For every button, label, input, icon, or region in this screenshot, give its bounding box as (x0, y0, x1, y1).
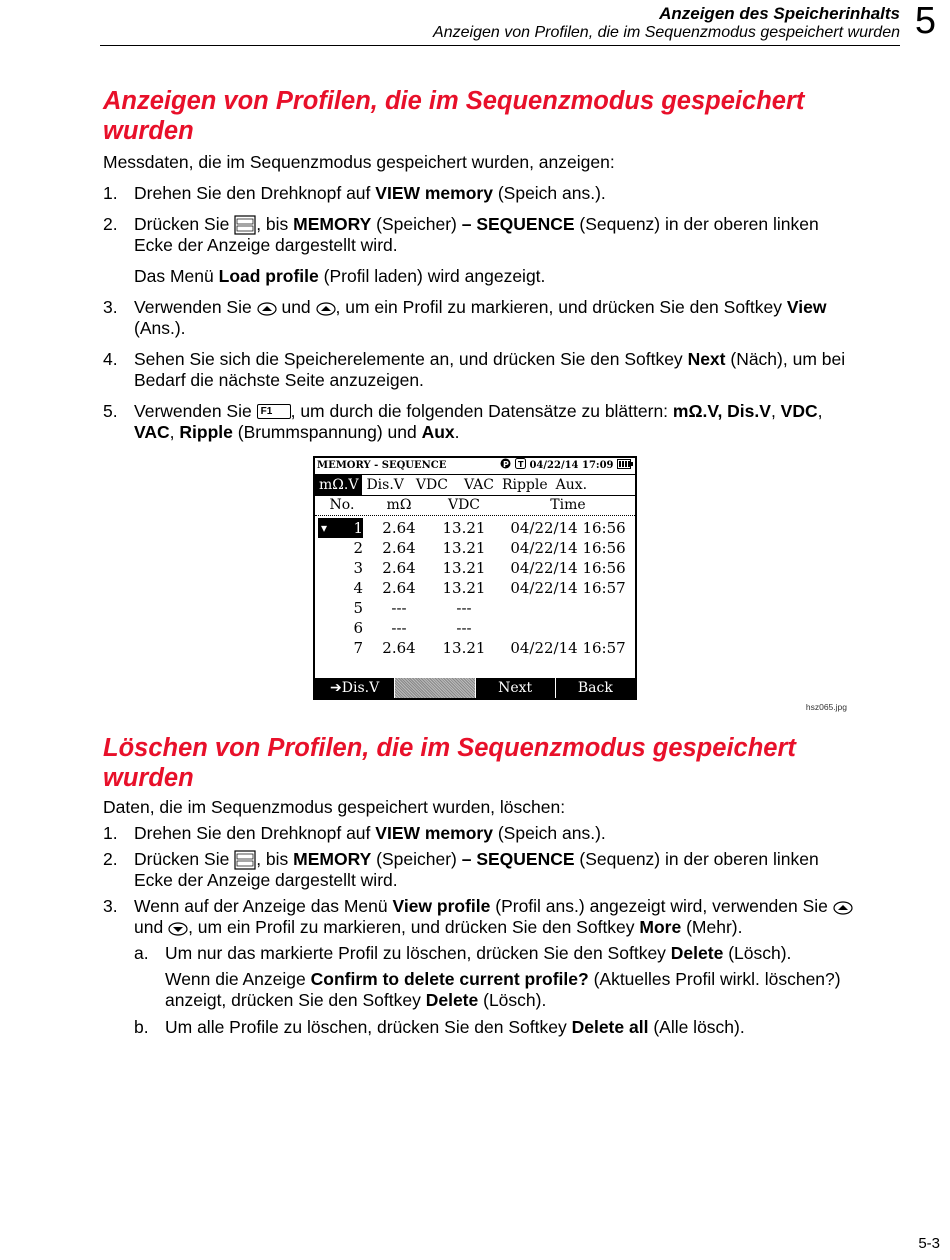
step-3 (103, 297, 853, 339)
tab-ripple[interactable]: Ripple (501, 477, 548, 493)
step-number: 4. (103, 349, 118, 370)
text: . (454, 422, 460, 443)
text: (Brummspannung) und (232, 422, 422, 443)
text-bold: VAC (134, 422, 170, 443)
row-time: 04/22/14 16:57 (510, 639, 626, 657)
text: Sehen Sie sich die Speicherelemente an, und drücken Sie den Softkey (134, 349, 688, 370)
softkey-dis-v[interactable]: ➔Dis.V (315, 678, 395, 698)
meter-sequence-button-icon (234, 215, 256, 235)
text: (Speicher) (371, 849, 462, 869)
step-number: 3. (103, 896, 118, 917)
table-row[interactable] (315, 538, 635, 558)
row-number: 6 (353, 619, 363, 637)
row-mohm: 2.64 (382, 639, 416, 657)
svg-text:P: P (503, 460, 510, 469)
p-circle-icon (500, 458, 511, 469)
row-vdc: 13.21 (442, 579, 486, 597)
section-delete-intro: Daten, die im Sequenzmodus gespeichert wurden, löschen: (103, 797, 566, 817)
text-bold: Aux (421, 422, 455, 443)
down-arrow-key-icon (168, 922, 188, 936)
selection-marker-icon: ▾ (321, 521, 328, 535)
up-arrow-key-icon (833, 901, 853, 915)
row-mohm: 2.64 (382, 579, 416, 597)
header-subsection: Anzeigen von Profilen, die im Sequenzmodus gespeichert wurden (433, 24, 900, 41)
text: (Alle lösch). (648, 1017, 745, 1038)
text: und (134, 917, 169, 938)
row-vdc: --- (456, 599, 472, 617)
text: , um ein Profil zu markieren, und drücken Sie den Softkey (188, 917, 640, 938)
text: und (276, 297, 316, 318)
table-row[interactable] (315, 638, 635, 658)
row-vdc: 13.21 (442, 559, 486, 577)
status-right (500, 458, 633, 474)
tab-aux[interactable]: Aux. (555, 477, 588, 493)
row-mohm: 2.64 (382, 539, 416, 557)
text: Wenn auf der Anzeige das Menü (134, 896, 393, 917)
text-bold: VIEW memory (375, 823, 493, 843)
row-mohm: 2.64 (382, 519, 416, 537)
text-bold: Ripple (179, 422, 233, 443)
text-bold: – SEQUENCE (461, 849, 575, 869)
text-bold: MEMORY (293, 214, 372, 234)
step-4 (103, 349, 853, 391)
text-bold: VIEW memory (375, 183, 493, 203)
text: Drehen Sie den Drehknopf auf (134, 823, 376, 843)
text-bold: Delete (425, 990, 479, 1011)
mode-label: MEMORY - SEQUENCE (317, 460, 447, 471)
text: , um ein Profil zu markieren, und drücken Sie den Softkey (335, 297, 787, 318)
substep-a-note (165, 969, 853, 1011)
text-bold: VDC (780, 401, 818, 422)
row-time: 04/22/14 16:56 (510, 519, 626, 537)
datetime: 04/22/14 17:09 (529, 460, 614, 471)
tab-mohm-v[interactable]: mΩ.V (315, 475, 362, 495)
text: (Lösch). (723, 943, 792, 964)
tab-dis-v[interactable]: Dis.V (366, 477, 404, 493)
svg-text:T: T (517, 460, 524, 469)
step-number: 1. (103, 823, 118, 843)
text: Drehen Sie den Drehknopf auf (134, 183, 376, 203)
text: (Näch), um bei Bedarf die nächste Seite anzuzeigen. (134, 349, 846, 391)
row-number: 3 (353, 559, 363, 577)
data-rows (315, 518, 635, 658)
text-bold: Load profile (218, 266, 319, 287)
f1-key-icon: F1 (257, 404, 291, 419)
step-2 (103, 214, 853, 287)
device-screen (313, 456, 637, 700)
text: Verwenden Sie (134, 297, 257, 318)
substep-letter: a. (134, 943, 149, 964)
text: Drücken Sie (134, 214, 235, 234)
step-number: 5. (103, 401, 118, 422)
text-bold: Next (687, 349, 726, 370)
image-caption: hsz065.jpg (805, 702, 847, 712)
text-bold: More (639, 917, 682, 938)
text: , (169, 422, 180, 443)
table-row[interactable] (315, 578, 635, 598)
text-bold: Delete (670, 943, 724, 964)
text: (Profil ans.) angezeigt wird, verwenden Sie (490, 896, 833, 917)
up-arrow-key-icon (257, 302, 277, 316)
battery-icon (617, 459, 633, 469)
text: (Ans.). (134, 318, 186, 339)
text: Wenn die Anzeige (165, 969, 311, 990)
step-3 (103, 896, 853, 1038)
text: , um durch die folgenden Datensätze zu blättern: (290, 401, 673, 422)
row-vdc: 13.21 (442, 519, 486, 537)
text-bold: Delete all (571, 1017, 649, 1038)
col-mohm: mΩ (386, 497, 412, 513)
meter-sequence-button-icon (234, 850, 256, 870)
step-2 (103, 849, 853, 891)
step-number: 2. (103, 214, 118, 234)
table-row[interactable] (315, 518, 635, 538)
text: Um alle Profile zu löschen, drücken Sie den Softkey (165, 1017, 572, 1038)
text: Um nur das markierte Profil zu löschen, drücken Sie den Softkey (165, 943, 671, 964)
text-bold: View profile (392, 896, 491, 917)
row-mohm: 2.64 (382, 559, 416, 577)
row-vdc: 13.21 (442, 539, 486, 557)
column-headers (315, 496, 635, 516)
section-view-title: Anzeigen von Profilen, die im Sequenzmodus gespeichert wurden (103, 87, 805, 145)
text: (Sequenz) in der oberen linken Ecke der Anzeige dargestellt wird. (134, 214, 819, 256)
text: , (770, 401, 781, 422)
step-2-note (134, 266, 853, 287)
row-number: 1 ▾ (318, 518, 363, 538)
text-bold: – SEQUENCE (461, 214, 575, 234)
row-number: 2 (353, 539, 363, 557)
row-mohm: --- (391, 619, 407, 637)
text-bold: MEMORY (293, 849, 372, 869)
table-row[interactable] (315, 618, 635, 638)
softkey-blank (395, 678, 475, 698)
text: , bis (256, 849, 294, 869)
t-box-icon (515, 458, 526, 469)
section-view-intro: Messdaten, die im Sequenzmodus gespeichert wurden, anzeigen: (103, 152, 615, 172)
substep-b (134, 1017, 853, 1038)
text: (Lösch). (478, 990, 547, 1011)
text: (Mehr). (681, 917, 743, 938)
text: (Speich ans.). (492, 183, 606, 203)
header-section: Anzeigen des Speicherinhalts (659, 4, 900, 23)
step-5 (103, 401, 853, 443)
row-number: 4 (353, 579, 363, 597)
row-number: 5 (353, 599, 363, 617)
col-time: Time (550, 497, 586, 513)
text-bold: View (786, 297, 827, 318)
tab-vdc[interactable]: VDC (415, 477, 448, 493)
softkey-back[interactable]: Back (556, 678, 635, 698)
text: (Speicher) (371, 214, 462, 234)
text-bold: mΩ.V, Dis.V (672, 401, 771, 422)
section-delete-title: Löschen von Profilen, die im Sequenzmodus gespeichert wurden (103, 734, 796, 792)
text: Das Menü (134, 266, 219, 287)
table-row[interactable] (315, 558, 635, 578)
text: Drücken Sie (134, 849, 235, 869)
step-number: 1. (103, 183, 118, 203)
section-delete (103, 733, 853, 1044)
substep-letter: b. (134, 1017, 149, 1038)
row-number: 7 (353, 639, 363, 657)
step-1 (103, 183, 853, 204)
page-number: 5-3 (918, 1235, 940, 1252)
text: Verwenden Sie (134, 401, 257, 422)
text: (Profil laden) wird angezeigt. (318, 266, 546, 287)
up-arrow-key-icon (316, 302, 336, 316)
chapter-number: 5 (914, 0, 936, 42)
text: (Aktuelles Profil wirkl. löschen?) anzeigt, drücken Sie den Softkey (165, 969, 841, 1011)
text: , bis (256, 214, 294, 234)
col-vdc: VDC (447, 497, 481, 513)
softkey-bar (315, 678, 635, 698)
row-time: 04/22/14 16:56 (510, 539, 626, 557)
header-rule (100, 45, 900, 46)
step-number: 3. (103, 297, 118, 318)
substep-a (134, 943, 853, 1011)
softkey-next[interactable]: Next (476, 678, 556, 698)
screen-tabs (315, 475, 635, 496)
table-row[interactable] (315, 598, 635, 618)
row-time: 04/22/14 16:56 (510, 559, 626, 577)
row-vdc: 13.21 (442, 639, 486, 657)
text: (Sequenz) in der oberen linken Ecke der Anzeige dargestellt wird. (134, 849, 819, 891)
row-vdc: --- (456, 619, 472, 637)
text: (Speich ans.). (492, 823, 606, 843)
col-no: No. (329, 497, 355, 513)
row-mohm: --- (391, 599, 407, 617)
section-view (103, 86, 853, 453)
step-number: 2. (103, 849, 118, 869)
status-bar (315, 458, 635, 475)
text: , (817, 401, 823, 422)
row-time: 04/22/14 16:57 (510, 579, 626, 597)
step-1 (103, 823, 853, 844)
text-bold: Confirm to delete current profile? (310, 969, 589, 990)
tab-vac[interactable]: VAC (463, 477, 494, 493)
